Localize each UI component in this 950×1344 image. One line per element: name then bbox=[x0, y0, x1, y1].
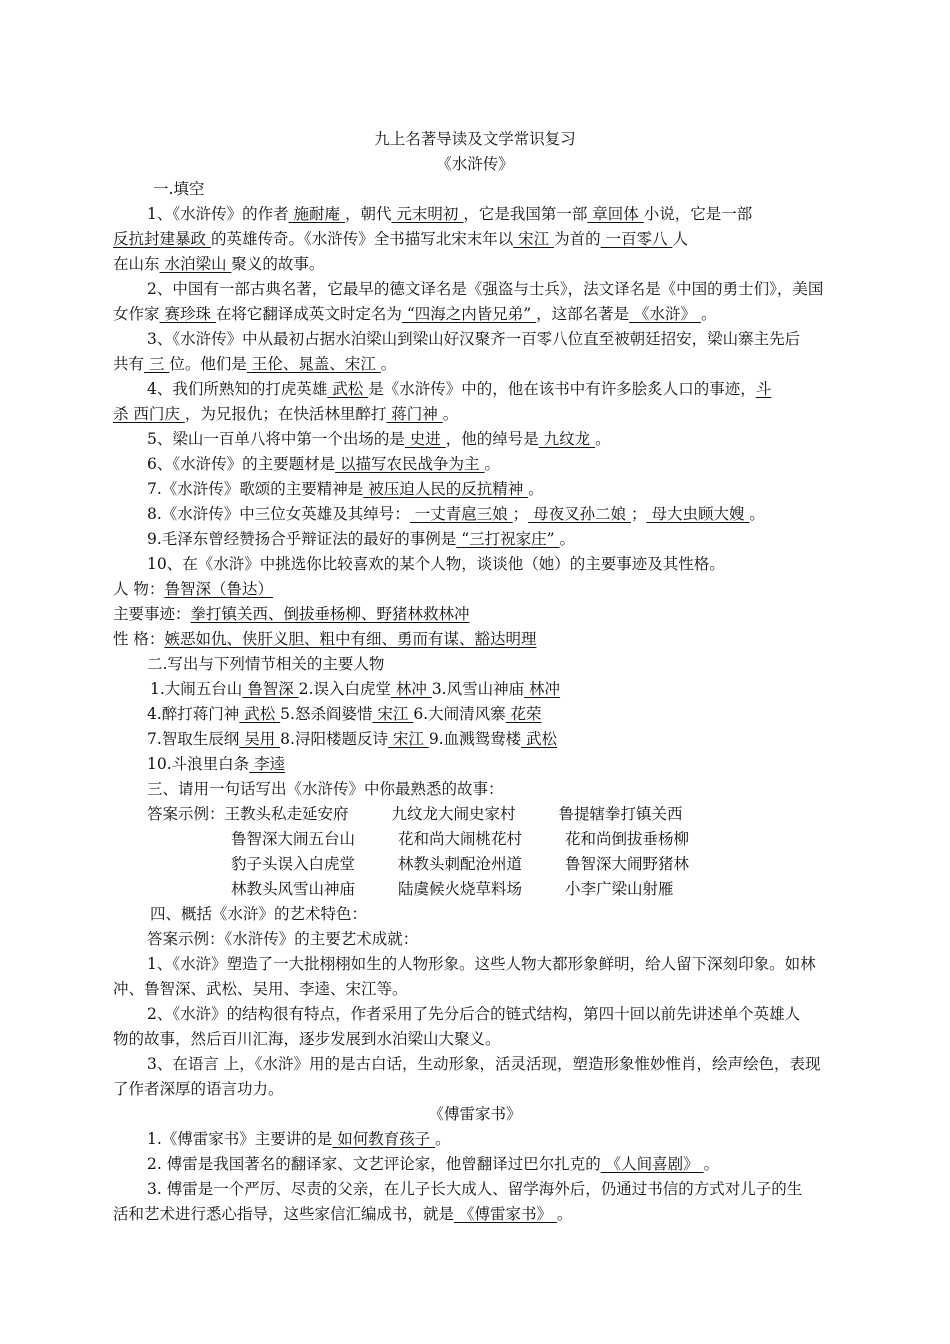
paragraph-line: 9.毛泽东曾经赞扬合乎辩证法的最好的事例是 “三打祝家庄” 。 bbox=[147, 530, 576, 548]
paragraph-line: 杀 西门庆 ，为兄报仇；在快活林里醉打 蒋门神 。 bbox=[113, 405, 459, 423]
paragraph-line: 8.《水浒传》中三位女英雄及其绰号： 一丈青扈三娘 ； 母夜叉孙二娘 ； 母大虫顾大嫂 。 bbox=[147, 505, 765, 523]
section-title-shuihu: 《水浒传》 bbox=[436, 155, 514, 173]
paragraph-line: 答案示例：《水浒传》的主要艺术成就： bbox=[147, 930, 419, 948]
paragraph-line: 1.《傅雷家书》主要讲的是 如何教育孩子 。 bbox=[147, 1130, 451, 1148]
part-heading: 三、请用一句话写出《水浒传》中你最熟悉的故事： bbox=[147, 780, 504, 798]
part-heading: 四、概括《水浒》的艺术特色： bbox=[150, 905, 368, 923]
paragraph-line: 10.斗浪里白条 李逵 bbox=[147, 755, 286, 773]
paragraph-line: 2、中国有一部古典名著，它最早的德文译名是《强盗与士兵》，法文译名是《中国的勇士们》，美国 bbox=[147, 280, 824, 298]
section-title-fulei: 《傅雷家书》 bbox=[428, 1105, 522, 1123]
paragraph-line: 7.智取生辰纲 吴用 8.浔阳楼题反诗 宋江 9.血溅鸳鸯楼 武松 bbox=[147, 730, 558, 748]
paragraph-line: 2. 傅雷是我国著名的翻译家、文艺评论家，他曾翻译过巴尔扎克的 《人间喜剧》 。 bbox=[147, 1155, 720, 1173]
paragraph-line: 在山东 水泊梁山 聚义的故事。 bbox=[113, 255, 325, 273]
paragraph-line: 活和艺术进行悉心指导，这些家信汇编成书，就是 《傅雷家书》 。 bbox=[113, 1205, 573, 1223]
paragraph-line: 女作家 赛珍珠 在将它翻译成英文时定名为 “四海之内皆兄弟” ，这部名著是 《水浒》 。 bbox=[113, 305, 717, 323]
paragraph-line: 7.《水浒传》歌颂的主要精神是 被压迫人民的反抗精神 。 bbox=[147, 480, 544, 498]
paragraph-line: 物的故事，然后百川汇海，逐步发展到水泊梁山大聚义。 bbox=[113, 1030, 501, 1048]
paragraph-line: 鲁智深大闹五台山 花和尚大闹桃花村 花和尚倒拔垂杨柳 bbox=[231, 830, 690, 848]
part-heading: 一.填空 bbox=[153, 180, 205, 198]
paragraph-line: 了作者深厚的语言功力。 bbox=[113, 1080, 284, 1098]
paragraph-line: 5、梁山一百单八将中第一个出场的是 史进 ，他的绰号是 九纹龙 。 bbox=[147, 430, 611, 448]
paragraph-line: 人 物：鲁智深（鲁达） bbox=[113, 580, 273, 598]
paragraph-line: 2、《水浒》的结构很有特点，作者采用了先分后合的链式结构，第四十回以前先讲述单个英雄人 bbox=[147, 1005, 801, 1023]
paragraph-line: 1、《水浒》塑造了一大批栩栩如生的人物形象。这些人物大都形象鲜明，给人留下深刻印象。如林 bbox=[147, 955, 816, 973]
paragraph-line: 1、《水浒传》的作者 施耐庵 ，朝代 元末明初 ，它是我国第一部 章回体 小说，它是一部 bbox=[147, 205, 753, 223]
paragraph-line: 10、在《水浒》中挑选你比较喜欢的某个人物，谈谈他（她）的主要事迹及其性格。 bbox=[147, 555, 725, 573]
paragraph-line: 反抗封建暴政 的英雄传奇。《水浒传》全书描写北宋末年以 宋江 为首的 一百零八 人 bbox=[113, 230, 688, 248]
paragraph-line: 冲、鲁智深、武松、吴用、李逵、宋江等。 bbox=[113, 980, 408, 998]
part-heading: 二.写出与下列情节相关的主要人物 bbox=[147, 655, 385, 673]
paragraph-line: 性 格：嫉恶如仇、侠肝义胆、粗中有细、勇而有谋、豁达明理 bbox=[113, 630, 537, 648]
paragraph-line: 共有 三 位。他们是 王伦、晁盖、宋江 。 bbox=[113, 355, 397, 373]
paragraph-line: 林教头风雪山神庙 陆虞候火烧草料场 小李广梁山射雁 bbox=[231, 880, 674, 898]
paragraph-line: 3、在语言 上，《水浒》用的是古白话，生动形象，活灵活现，塑造形象惟妙惟肖，绘声绘色，表现 bbox=[147, 1055, 821, 1073]
page-title: 九上名著导读及文学常识复习 bbox=[374, 130, 576, 148]
paragraph-line: 3. 傅雷是一个严厉、尽责的父亲，在儿子长大成人、留学海外后，仍通过书信的方式对儿子的生 bbox=[147, 1180, 803, 1198]
paragraph-line: 6、《水浒传》的主要题材是 以描写农民战争为主 。 bbox=[147, 455, 500, 473]
paragraph-line: 主要事迹：拳打镇关西、倒拔垂杨柳、野猪林救林冲 bbox=[113, 605, 470, 623]
paragraph-line: 答案示例：王教头私走延安府 九纹龙大闹史家村 鲁提辖拳打镇关西 bbox=[147, 805, 683, 823]
paragraph-line: 豹子头误入白虎堂 林教头刺配沧州道 鲁智深大闹野猪林 bbox=[231, 855, 690, 873]
paragraph-line: 3、《水浒传》中从最初占据水泊梁山到梁山好汉聚齐一百零八位直至被朝廷招安，梁山寨主先后 bbox=[147, 330, 801, 348]
paragraph-line: 4.醉打蒋门神 武松 5.怒杀阎婆惜 宋江 6.大闹清风寨 花荣 bbox=[147, 705, 542, 723]
paragraph-line: 4、我们所熟知的打虎英雄 武松 是《水浒传》中的，他在该书中有许多脍炙人口的事迹，斗 bbox=[147, 380, 772, 398]
paragraph-line: 1.大闹五台山 鲁智深 2.误入白虎堂 林冲 3.风雪山神庙 林冲 bbox=[150, 680, 561, 698]
